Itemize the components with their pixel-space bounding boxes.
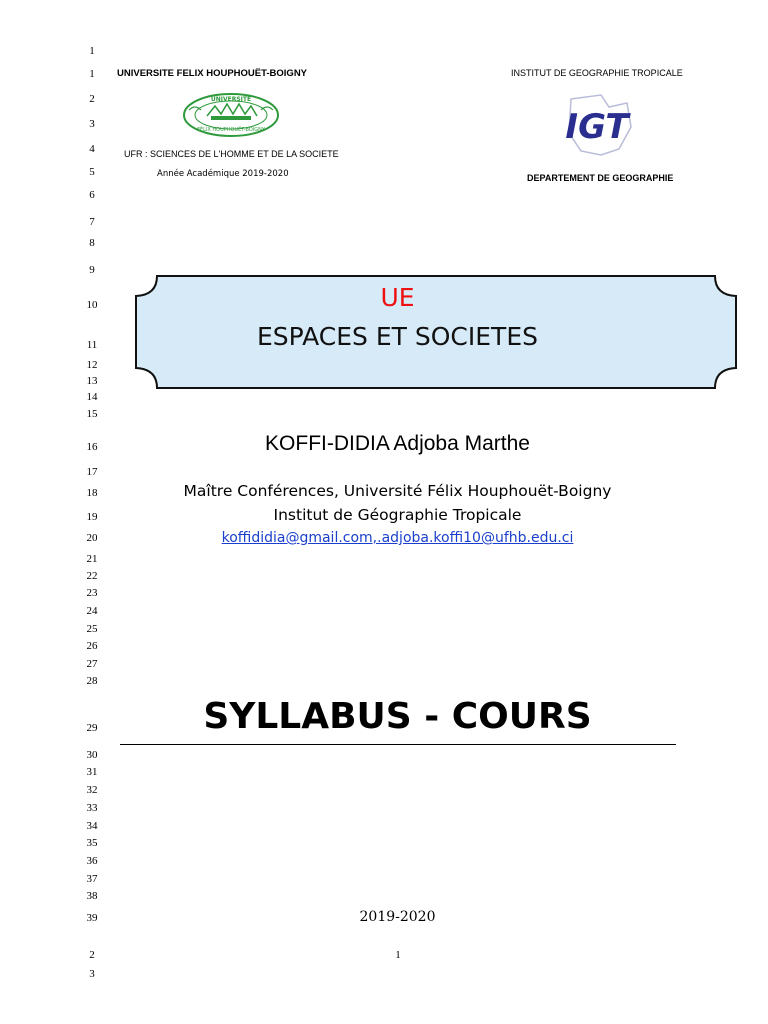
- line-number: 35: [86, 837, 98, 849]
- line-number: 24: [86, 605, 98, 617]
- university-name: UNIVERSITE FELIX HOUPHOUËT-BOIGNY: [117, 68, 308, 79]
- line-number: 16: [86, 441, 98, 453]
- author-institute: Institut de Géographie Tropicale: [273, 506, 522, 524]
- line-number: 36: [86, 855, 98, 867]
- line-number: 6: [89, 189, 95, 201]
- line-number: 11: [86, 339, 98, 351]
- line-number: 31: [86, 766, 98, 778]
- ue-label: UE: [380, 283, 415, 312]
- line-number: 3: [89, 968, 95, 980]
- line-number: 1: [89, 68, 95, 80]
- line-number: 34: [86, 820, 98, 832]
- line-number: 12: [86, 359, 98, 371]
- course-title: ESPACES ET SOCIETES: [257, 322, 538, 351]
- line-number: 25: [86, 623, 98, 635]
- igt-logo: [561, 93, 633, 157]
- line-number: 2: [89, 949, 95, 961]
- ufr-label: UFR : SCIENCES DE L'HOMME ET DE LA SOCIETE: [124, 149, 339, 159]
- line-number: 8: [89, 237, 95, 249]
- line-number: 15: [86, 408, 98, 420]
- institute-name: INSTITUT DE GEOGRAPHIE TROPICALE: [511, 68, 683, 78]
- document-title: SYLLABUS - COURS: [203, 696, 592, 737]
- line-number: 21: [86, 553, 98, 565]
- seal-text-bottom: FÉLIX HOUPHOUËT-BOIGNY: [197, 127, 265, 133]
- line-number: 22: [86, 570, 98, 582]
- line-number: 29: [86, 722, 98, 734]
- line-number: 26: [86, 640, 98, 652]
- line-number: 9: [89, 264, 95, 276]
- line-number: 23: [86, 587, 98, 599]
- line-number: 10: [86, 299, 98, 311]
- department-name: DEPARTEMENT DE GEOGRAPHIE: [527, 173, 674, 183]
- line-number: 28: [86, 675, 98, 687]
- line-number: 7: [89, 216, 95, 228]
- university-seal-logo: [181, 92, 281, 138]
- line-number: 5: [89, 166, 95, 178]
- line-number: 38: [86, 890, 98, 902]
- author-email-link[interactable]: koffididia@gmail.com,.adjoba.koffi10@ufhb.edu.ci: [221, 530, 574, 546]
- author-position: Maître Conférences, Université Félix Houphouët-Boigny: [183, 482, 612, 500]
- line-number: 14: [86, 391, 98, 403]
- line-number: 1: [89, 45, 95, 57]
- academic-year: Année Académique 2019-2020: [157, 169, 289, 179]
- line-number: 3: [89, 118, 95, 130]
- seal-text-top: UNIVERSITÉ: [210, 96, 252, 103]
- line-number: 18: [86, 487, 98, 499]
- line-number: 32: [86, 784, 98, 796]
- line-number: 2: [89, 93, 95, 105]
- line-number: 13: [86, 375, 98, 387]
- line-number: 33: [86, 802, 98, 814]
- line-number: 39: [86, 912, 98, 924]
- document-year: 2019-2020: [359, 909, 436, 925]
- author-name: KOFFI-DIDIA Adjoba Marthe: [265, 432, 530, 455]
- line-number: 20: [86, 532, 98, 544]
- title-underline: [120, 744, 676, 745]
- line-number: 30: [86, 749, 98, 761]
- line-number: 4: [89, 143, 95, 155]
- page-number: 1: [395, 949, 401, 961]
- line-number: 17: [86, 466, 98, 478]
- line-number: 37: [86, 873, 98, 885]
- igt-logo-text: IGT: [565, 107, 629, 147]
- line-number: 27: [86, 658, 98, 670]
- line-number: 19: [86, 511, 98, 523]
